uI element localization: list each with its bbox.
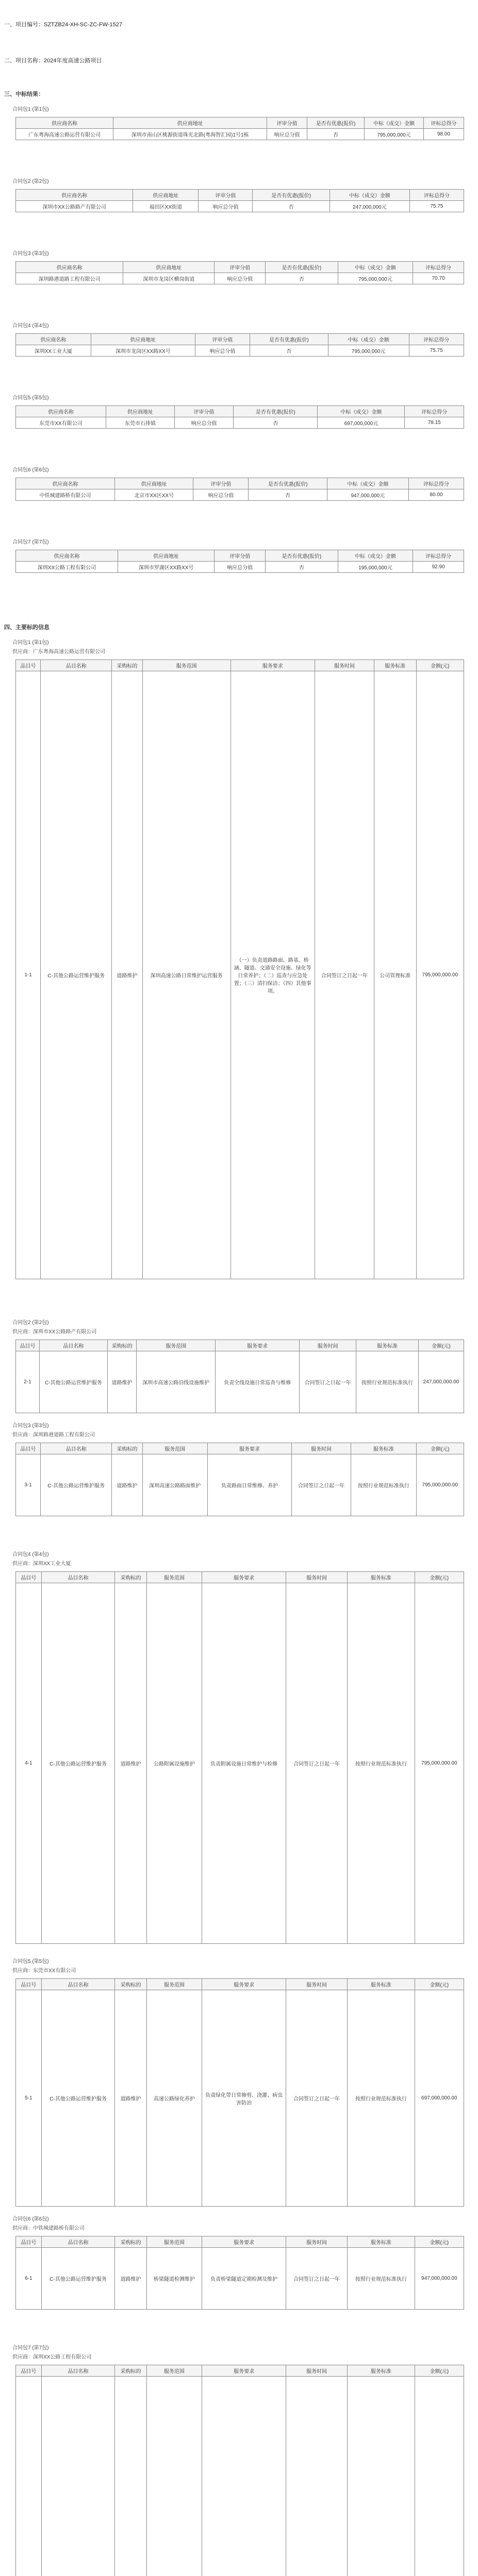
table-header-cell: 金额(元) — [415, 1979, 464, 1990]
table-cell: 697,000,000元 — [318, 417, 405, 429]
table-header-cell: 中标（成交）金额 — [318, 406, 405, 417]
table-header-cell: 供应商地址 — [113, 117, 267, 129]
table-header-cell: 服务时间 — [286, 2236, 348, 2248]
table-header-cell: 服务要求 — [202, 2365, 286, 2377]
table-cell: 深圳市XX公路路产有限公司 — [16, 201, 133, 212]
table-header-cell: 供应商名称 — [16, 406, 106, 417]
table-header-cell: 是否有优惠(报价) — [266, 262, 338, 273]
table-cell: 北京市XX区XX号 — [115, 489, 193, 501]
table-header-cell: 评标总得分 — [413, 262, 464, 273]
table-cell: 公路附属设施维护 — [146, 1583, 202, 1944]
service-supplier: 供应商：深圳XX工业大厦 — [12, 1561, 71, 1567]
table-cell: 响应总分值 — [267, 129, 307, 140]
table-cell: 响应总分值 — [193, 489, 249, 501]
table-header-cell: 服务要求 — [208, 1443, 292, 1454]
table-cell: 1-1 — [16, 671, 41, 1279]
table-header-cell: 评审分值 — [215, 550, 266, 562]
bid-result-label: 合同包6 (第6包) — [12, 467, 49, 473]
table-cell: 按照行业规范标准执行 — [351, 1454, 416, 1516]
table-header-cell: 品目名称 — [41, 1979, 115, 1990]
table-header-cell: 服务时间 — [286, 1572, 348, 1583]
table-cell: 否 — [266, 562, 338, 573]
service-table — [15, 2236, 464, 2310]
table-row — [16, 129, 464, 140]
table-cell: 否 — [249, 489, 327, 501]
table-header-cell: 供应商地址 — [123, 262, 215, 273]
table-cell — [286, 2377, 348, 2576]
table-cell: 深圳市高速公路沿线设施维护 — [137, 1351, 216, 1413]
table-cell: 78.15 — [405, 417, 464, 429]
table-header-cell: 供应商名称 — [16, 334, 91, 345]
table-cell: 道路维护 — [115, 2248, 146, 2310]
table-cell: 道路维护 — [112, 1454, 142, 1516]
table-header-cell: 供应商地址 — [106, 406, 175, 417]
table-header-cell: 服务要求 — [202, 2236, 286, 2248]
table-row — [16, 1454, 464, 1516]
table-header-cell: 供应商名称 — [16, 190, 133, 201]
table-row — [16, 562, 464, 573]
table-cell: 响应总分值 — [195, 345, 250, 357]
bid-result-label: 合同包7 (第7包) — [12, 539, 49, 545]
table-cell: C-其他公路运营维护服务 — [41, 1583, 115, 1944]
table-cell: 947,000,000.00 — [415, 2248, 464, 2310]
section-bid-results: 三、中标结果： — [4, 91, 44, 97]
table-cell: 92.90 — [413, 562, 464, 573]
table-header-cell: 评审分值 — [267, 117, 307, 129]
table-header-cell: 供应商地址 — [91, 334, 195, 345]
table-row — [16, 2377, 464, 2576]
table-cell: 合同签订之日起一年 — [292, 1454, 351, 1516]
table-cell — [348, 2377, 415, 2576]
section-main-items: 四、主要标的信息 — [4, 624, 50, 631]
table-cell: 否 — [234, 417, 318, 429]
table-header-cell: 服务范围 — [146, 2365, 202, 2377]
table-header-cell: 供应商名称 — [16, 478, 115, 489]
table-header-cell: 服务时间 — [300, 1340, 356, 1351]
service-table — [15, 1978, 464, 2207]
bid-result-table — [15, 117, 464, 140]
table-header-cell: 评审分值 — [174, 406, 234, 417]
table-cell: 按照行业规范标准执行 — [348, 1990, 415, 2207]
table-header-cell: 服务标准 — [356, 1340, 419, 1351]
table-cell: 3-1 — [16, 1454, 41, 1516]
table-header-cell: 服务要求 — [216, 1340, 300, 1351]
table-header-cell: 服务范围 — [146, 1572, 202, 1583]
table-cell: C-其他公路运营维护服务 — [41, 1454, 112, 1516]
table-cell: 795,000,000元 — [328, 345, 409, 357]
table-header-cell: 品目号 — [16, 1979, 42, 1990]
table-cell: 否 — [250, 345, 328, 357]
table-header-cell: 服务标准 — [374, 660, 416, 671]
table-cell: 合同签订之日起一年 — [286, 1583, 348, 1944]
table-header-cell: 评审分值 — [199, 190, 253, 201]
table-header-cell: 品目名称 — [41, 2236, 115, 2248]
table-row — [16, 1351, 464, 1413]
table-row — [16, 1990, 464, 2207]
table-cell: 响应总分值 — [199, 201, 253, 212]
table-header-cell: 中标（成交）金额 — [329, 190, 409, 201]
table-header-cell: 服务标准 — [348, 1979, 415, 1990]
table-cell: （一）负责道路路面、路基、桥涵、隧道、交通安全设施、绿化等日常养护；（二）巡查与应急处置；（三）清扫保洁；（四）其他事项。 — [230, 671, 315, 1279]
table-row — [16, 345, 464, 357]
table-cell: 道路维护 — [115, 1990, 146, 2207]
service-supplier: 供应商：中铁城建路桥有限公司 — [12, 2226, 85, 2231]
table-cell: 合同签订之日起一年 — [300, 1351, 356, 1413]
table-header-cell: 采购标的 — [107, 1340, 137, 1351]
table-cell: 深圳市龙岗区横岗街道 — [123, 273, 215, 284]
table-cell: 195,000,000元 — [338, 562, 413, 573]
table-cell: 947,000,000元 — [327, 489, 408, 501]
table-header-cell: 中标（成交）金额 — [327, 478, 408, 489]
table-header-cell: 评标总得分 — [409, 334, 464, 345]
table-cell — [16, 2377, 42, 2576]
table-cell: 响应总分值 — [174, 417, 234, 429]
table-cell: 深圳市罗湖区XX路XX号 — [118, 562, 215, 573]
table-header-cell: 是否有优惠(报价) — [266, 550, 338, 562]
table-header-cell: 采购标的 — [115, 1572, 146, 1583]
table-cell: 98.00 — [424, 129, 464, 140]
table-cell: 深圳XX工业大厦 — [16, 345, 91, 357]
table-cell: 75.75 — [409, 345, 464, 357]
table-header-cell: 服务要求 — [202, 1979, 286, 1990]
table-cell: 合同签订之日起一年 — [286, 2248, 348, 2310]
table-header-cell: 品目号 — [16, 2236, 42, 2248]
table-cell: 247,000,000元 — [329, 201, 409, 212]
table-cell — [415, 2377, 464, 2576]
service-table — [15, 2365, 464, 2576]
table-header-cell: 是否有优惠(报价) — [253, 190, 329, 201]
service-label: 合同包5 (第5包) — [12, 1959, 49, 1964]
table-cell: 公司管理标准 — [374, 671, 416, 1279]
table-row — [16, 273, 464, 284]
table-cell: 深圳市南山区桃源街道珠光北路(粤海智汇园)1号1栋 — [113, 129, 267, 140]
service-label: 合同包4 (第4包) — [12, 1552, 49, 1557]
bid-result-label: 合同包3 (第3包) — [12, 251, 49, 257]
table-header-cell: 品目名称 — [41, 660, 112, 671]
table-cell: 桥梁隧道检测维护 — [146, 2248, 202, 2310]
table-cell — [202, 2377, 286, 2576]
bid-result-table — [15, 189, 464, 212]
table-row — [16, 2248, 464, 2310]
bid-result-label: 合同包1 (第1包) — [12, 107, 49, 112]
table-row — [16, 671, 464, 1279]
table-header-cell: 服务标准 — [348, 1572, 415, 1583]
table-header-cell: 供应商地址 — [133, 190, 199, 201]
table-cell: 负责路面日常维修、养护 — [208, 1454, 292, 1516]
table-header-cell: 服务时间 — [286, 2365, 348, 2377]
table-row — [16, 489, 464, 501]
table-cell: 按照行业规范标准执行 — [356, 1351, 419, 1413]
table-header-cell: 采购标的 — [112, 1443, 142, 1454]
service-table — [15, 1443, 464, 1516]
table-header-cell: 评标总得分 — [424, 117, 464, 129]
table-cell: 795,000,000元 — [364, 129, 423, 140]
table-header-cell: 评审分值 — [195, 334, 250, 345]
service-table — [15, 659, 464, 1279]
table-cell: C-其他公路运营维护服务 — [41, 1990, 115, 2207]
table-cell: 795,000,000元 — [338, 273, 413, 284]
table-header-cell: 供应商名称 — [16, 262, 123, 273]
table-cell: 70.70 — [413, 273, 464, 284]
table-cell: 按照行业规范标准执行 — [348, 1583, 415, 1944]
table-header-cell: 评标总得分 — [413, 550, 464, 562]
table-header-cell: 服务时间 — [315, 660, 374, 671]
table-header-cell: 品目名称 — [39, 1340, 107, 1351]
table-cell: 道路维护 — [112, 671, 142, 1279]
bid-result-table — [15, 405, 464, 429]
table-header-cell: 服务要求 — [202, 1572, 286, 1583]
table-cell: 80.00 — [408, 489, 464, 501]
table-header-cell: 是否有优惠(报价) — [249, 478, 327, 489]
table-cell: 795,000,000.00 — [416, 1454, 464, 1516]
table-header-cell: 品目名称 — [41, 1443, 112, 1454]
service-supplier: 供应商：广东粤海高速公路运营有限公司 — [12, 649, 105, 655]
project-name: 二、项目名称：2024年度高速公路项目 — [4, 58, 102, 64]
table-cell: 东莞市XX有限公司 — [16, 417, 106, 429]
table-header-cell: 服务范围 — [142, 1443, 207, 1454]
table-header-cell: 金额(元) — [415, 1572, 464, 1583]
bid-result-table — [15, 478, 464, 501]
project-number: 一、项目编号：SZTZB24-XH-SC-ZC-FW-1527 — [4, 22, 122, 28]
table-cell: 合同签订之日起一年 — [286, 1990, 348, 2207]
table-cell: 否 — [307, 129, 365, 140]
table-header-cell: 中标（成交）金额 — [364, 117, 423, 129]
table-cell: 697,000,000.00 — [415, 1990, 464, 2207]
table-row — [16, 1583, 464, 1944]
table-cell: 广东粤海高速公路运营有限公司 — [16, 129, 113, 140]
table-header-cell: 采购标的 — [112, 660, 142, 671]
service-label: 合同包3 (第3包) — [12, 1423, 49, 1429]
table-cell: 深圳高速公路路面维护 — [142, 1454, 207, 1516]
table-cell: 合同签订之日起一年 — [315, 671, 374, 1279]
table-cell: 5-1 — [16, 1990, 42, 2207]
table-cell: 中铁城建路桥有限公司 — [16, 489, 115, 501]
table-header-cell: 服务标准 — [351, 1443, 416, 1454]
table-cell: 高速公路绿化养护 — [146, 1990, 202, 2207]
table-header-cell: 供应商地址 — [115, 478, 193, 489]
service-supplier: 供应商：深圳路港道路工程有限公司 — [12, 1432, 95, 1438]
table-cell: 75.75 — [409, 201, 464, 212]
table-header-cell: 金额(元) — [416, 660, 464, 671]
service-table — [15, 1340, 464, 1413]
table-cell: 深圳路港道路工程有限公司 — [16, 273, 123, 284]
service-label: 合同包6 (第6包) — [12, 2216, 49, 2222]
table-header-cell: 品目号 — [16, 660, 41, 671]
table-header-cell: 服务要求 — [230, 660, 315, 671]
table-header-cell: 品目号 — [16, 1340, 40, 1351]
table-header-cell: 是否有优惠(报价) — [250, 334, 328, 345]
table-cell: 4-1 — [16, 1583, 42, 1944]
table-cell: 负责附属设施日常维护与检修 — [202, 1583, 286, 1944]
table-cell: C-其他公路运营维护服务 — [41, 2248, 115, 2310]
table-cell: 2-1 — [16, 1351, 40, 1413]
table-header-cell: 中标（成交）金额 — [328, 334, 409, 345]
table-row — [16, 201, 464, 212]
table-cell: 负责全线设施日常巡查与维修 — [216, 1351, 300, 1413]
table-header-cell: 采购标的 — [115, 2236, 146, 2248]
table-header-cell: 服务范围 — [146, 2236, 202, 2248]
bid-result-label: 合同包4 (第4包) — [12, 323, 49, 329]
table-header-cell: 是否有优惠(报价) — [234, 406, 318, 417]
table-header-cell: 评标总得分 — [405, 406, 464, 417]
table-header-cell: 中标（成交）金额 — [338, 262, 413, 273]
table-header-cell: 金额(元) — [415, 2365, 464, 2377]
table-cell: 深圳高速公路日常维护运营服务 — [142, 671, 230, 1279]
table-header-cell: 服务范围 — [137, 1340, 216, 1351]
table-header-cell: 采购标的 — [115, 1979, 146, 1990]
service-supplier: 供应商：东莞市XX有限公司 — [12, 1968, 76, 1974]
table-header-cell: 服务范围 — [142, 660, 230, 671]
table-header-cell: 评标总得分 — [409, 190, 464, 201]
table-header-cell: 品目名称 — [41, 2365, 115, 2377]
table-header-cell: 服务范围 — [146, 1979, 202, 1990]
table-header-cell: 金额(元) — [418, 1340, 464, 1351]
table-cell: 795,000,000.00 — [416, 671, 464, 1279]
table-cell: 247,000,000.00 — [418, 1351, 464, 1413]
table-header-cell: 品目号 — [16, 1572, 42, 1583]
service-supplier: 供应商：深圳XX公路工程有限公司 — [12, 2354, 92, 2360]
table-cell — [41, 2377, 115, 2576]
table-cell: 道路维护 — [107, 1351, 137, 1413]
table-cell: 深圳XX公路工程有限公司 — [16, 562, 118, 573]
table-cell: 795,000,000.00 — [415, 1583, 464, 1944]
table-header-cell: 供应商名称 — [16, 550, 118, 562]
table-cell: 负责桥梁隧道定期检测及维护 — [202, 2248, 286, 2310]
table-cell: 福田区XX街道 — [133, 201, 199, 212]
table-cell — [146, 2377, 202, 2576]
table-header-cell: 服务标准 — [348, 2236, 415, 2248]
table-cell: 按照行业规范标准执行 — [348, 2248, 415, 2310]
table-header-cell: 品目号 — [16, 1443, 41, 1454]
table-cell: C-其他公路运营维护服务 — [41, 671, 112, 1279]
table-header-cell: 品目号 — [16, 2365, 42, 2377]
bid-result-table — [15, 333, 464, 357]
table-header-cell: 服务标准 — [348, 2365, 415, 2377]
table-header-cell: 中标（成交）金额 — [338, 550, 413, 562]
service-label: 合同包2 (第2包) — [12, 1320, 49, 1326]
table-header-cell: 采购标的 — [115, 2365, 146, 2377]
table-header-cell: 供应商地址 — [118, 550, 215, 562]
service-label: 合同包7 (第7包) — [12, 2345, 49, 2351]
bid-result-label: 合同包5 (第5包) — [12, 395, 49, 401]
table-cell: 道路维护 — [115, 1583, 146, 1944]
table-cell: 否 — [253, 201, 329, 212]
table-header-cell: 评审分值 — [193, 478, 249, 489]
table-header-cell: 品目名称 — [41, 1572, 115, 1583]
table-cell: 负责绿化带日常修剪、浇灌、病虫害防治 — [202, 1990, 286, 2207]
service-supplier: 供应商：深圳市XX公路路产有限公司 — [12, 1329, 97, 1335]
bid-result-table — [15, 261, 464, 284]
table-header-cell: 评标总得分 — [408, 478, 464, 489]
bid-result-label: 合同包2 (第2包) — [12, 179, 49, 184]
table-header-cell: 金额(元) — [416, 1443, 464, 1454]
service-label: 合同包1 (第1包) — [12, 640, 49, 646]
table-cell: 东莞市石排镇 — [106, 417, 175, 429]
table-cell: C-其他公路运营维护服务 — [39, 1351, 107, 1413]
table-header-cell: 金额(元) — [415, 2236, 464, 2248]
table-cell: 响应总分值 — [215, 273, 266, 284]
table-cell: 深圳市龙岗区XX路XX号 — [91, 345, 195, 357]
table-row — [16, 417, 464, 429]
table-cell: 否 — [266, 273, 338, 284]
table-header-cell: 服务时间 — [286, 1979, 348, 1990]
bid-result-table — [15, 550, 464, 573]
table-cell: 6-1 — [16, 2248, 42, 2310]
table-header-cell: 评审分值 — [215, 262, 266, 273]
table-header-cell: 供应商名称 — [16, 117, 113, 129]
table-header-cell: 服务时间 — [292, 1443, 351, 1454]
table-cell: 响应总分值 — [215, 562, 266, 573]
table-header-cell: 是否有优惠(报价) — [307, 117, 365, 129]
service-table — [15, 1571, 464, 1944]
table-cell — [115, 2377, 146, 2576]
